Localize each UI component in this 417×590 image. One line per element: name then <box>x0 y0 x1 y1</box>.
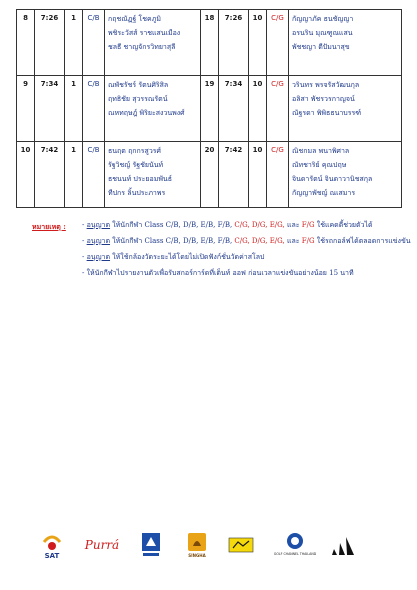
player-name: ณพัชรัชร์ รัตนศิริสิล <box>108 81 169 89</box>
player-class: C/B <box>83 142 105 208</box>
start-row <box>201 10 402 76</box>
remark-red-class: F/G <box>301 237 315 245</box>
player-name: พัชชญา ตีปัมนาสุข <box>292 43 350 51</box>
player-names <box>289 10 402 76</box>
player-name: รัฐวิชญ์ รัฐชัยนันท์ <box>108 161 164 169</box>
tee-time: 7:42 <box>219 142 249 208</box>
player-class: C/B <box>83 76 105 142</box>
player-name: ณัฐรดา พิพิธธนาบรรฑ์ <box>292 109 362 117</box>
start-row <box>17 10 201 76</box>
tee-time: 7:26 <box>219 10 249 76</box>
player-name: ณิชกมล พนาพิศาล <box>292 147 350 155</box>
remark-red-classes: C/G, D/G, E/G, <box>234 237 285 245</box>
tee-number: 1 <box>65 76 83 142</box>
tee-number: 1 <box>65 10 83 76</box>
yellow-badge-logo-icon <box>226 530 256 560</box>
remark-text: ให้ใช้กล้องวัดระยะได้โดยไม่เปิดฟังก์ชั่นวัดค่าสโลป <box>110 253 265 261</box>
singha-logo-icon <box>184 530 210 560</box>
start-number: 20 <box>201 142 219 208</box>
remark-red-class: F/G <box>301 221 315 229</box>
player-names <box>105 142 201 208</box>
remarks-list <box>82 217 411 281</box>
player-name: ณัทชาริย์ คุณปฤษ <box>292 161 347 169</box>
player-name: ฤทธิชัย สุวรรณรัตน์ <box>108 95 168 103</box>
remark-keyword: อนุญาต <box>86 237 111 245</box>
remark-item <box>82 249 402 265</box>
blue-crest-logo-icon <box>138 530 164 560</box>
tee-time: 7:26 <box>35 10 65 76</box>
start-number: 19 <box>201 76 219 142</box>
start-number: 8 <box>17 10 35 76</box>
player-name: อลิสา พัชรวรกาญจน์ <box>292 95 355 103</box>
start-row <box>17 142 201 208</box>
tee-time: 7:42 <box>35 142 65 208</box>
player-name: อรนริน มุณฑูณแสน <box>292 29 353 37</box>
player-name: จินดารัตน์ จินดาวานิชสกุล <box>292 175 373 183</box>
player-name: พชิระวัสส์ ราชแสนเมือง <box>108 29 181 37</box>
remark-bullet: - <box>82 237 87 245</box>
golf-channel-logo-text: GOLF CHANNEL THAILAND <box>273 552 317 556</box>
remark-connector: และ <box>284 237 302 245</box>
start-row <box>201 76 402 142</box>
remark-bullet: - <box>82 253 87 261</box>
remark-red-classes: C/G, D/G, E/G, <box>234 221 285 229</box>
tee-number: 10 <box>249 142 267 208</box>
remark-keyword: อนุญาต <box>86 253 111 261</box>
tee-time: 7:34 <box>35 76 65 142</box>
player-names <box>289 76 402 142</box>
sponsor-logo-strip <box>30 530 400 564</box>
golf-channel-logo-icon <box>273 530 317 560</box>
player-class: C/B <box>83 10 105 76</box>
player-name: กัญญาพัชญ์ ณเสมาร <box>292 189 356 197</box>
remarks-label: หมายเหตุ : <box>32 222 66 231</box>
purra-logo-text: Purrá <box>84 538 120 552</box>
player-names <box>105 76 201 142</box>
purra-logo-icon <box>82 530 122 560</box>
remark-item <box>82 233 411 249</box>
player-name: ชลธี ชาญจักรวิทยาสุลี <box>108 43 176 51</box>
player-names <box>105 10 201 76</box>
start-number: 18 <box>201 10 219 76</box>
player-name: กัญญาภัค ธนชัญญา <box>292 15 354 23</box>
remark-keyword: อนุญาต <box>86 221 111 229</box>
start-number: 9 <box>17 76 35 142</box>
player-class: C/G <box>267 10 289 76</box>
player-name: วรินทร พรจรัสวัฒนกุล <box>292 81 360 89</box>
adidas-logo-icon <box>326 530 360 560</box>
player-name: ธนฤต ฤกกรสูวรศ์ <box>108 147 161 155</box>
player-class: C/G <box>267 142 289 208</box>
remark-bullet: - <box>82 269 87 277</box>
remark-connector: และ <box>284 221 302 229</box>
tee-number: 1 <box>65 142 83 208</box>
sat-logo-text: SAT <box>44 552 60 560</box>
start-row <box>201 142 402 208</box>
tee-number: 10 <box>249 76 267 142</box>
remark-text: ให้นักกีฬาไปรายงานตัวเพื่อรับสกอร์การ์ดที่เต็นท์ ออฟ ก่อนเวลาแข่งขันอย่างน้อย 15 นาที <box>86 269 354 277</box>
player-name: ทีปกร ลิ้นประภาพร <box>108 189 166 197</box>
remark-tail: ใช้รถกอล์ฟได้ตลอดการแข่งขัน <box>314 237 411 245</box>
sat-logo-icon <box>38 530 66 560</box>
tee-number: 10 <box>249 10 267 76</box>
tee-time: 7:34 <box>219 76 249 142</box>
player-name: กฤชณัฏฐ์ โชคภูมิ <box>108 15 161 23</box>
start-number: 10 <box>17 142 35 208</box>
remark-bullet: - <box>82 221 87 229</box>
remark-text: ให้นักกีฬา Class C/B, D/B, E/B, F/B, <box>110 221 235 229</box>
singha-logo-text: SINGHA <box>188 553 206 558</box>
remark-item <box>82 217 402 233</box>
remark-item <box>82 265 402 281</box>
player-names <box>289 142 402 208</box>
start-list-table-left <box>16 9 201 208</box>
player-class: C/G <box>267 76 289 142</box>
remark-tail: ใช้แคดดี้ช่วยตัวได้ <box>314 221 373 229</box>
start-list-table-right <box>200 9 402 208</box>
player-name: ณหทฤษฎ์ พิริยะสงวนพงศ์ <box>108 109 185 117</box>
start-row <box>17 76 201 142</box>
player-name: ธชนนท์ ประยอมพันธ์ <box>108 175 172 183</box>
remark-text: ให้นักกีฬา Class C/B, D/B, E/B, F/B, <box>110 237 235 245</box>
